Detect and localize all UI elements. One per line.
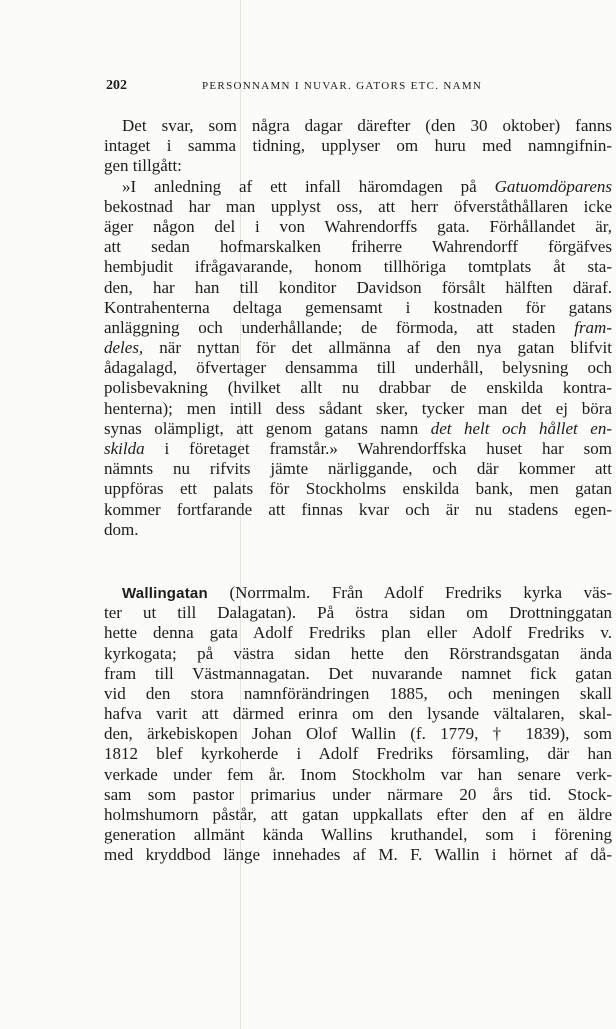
text-line: att sedan hofmarskalken friherre Wahrendorff förgäfves	[104, 237, 612, 257]
text-line: Det svar, som några dagar därefter (den 30 oktober) fanns	[122, 116, 612, 135]
paragraph-gap	[104, 540, 612, 583]
text-line: med kryddbod länge innehades af M. F. Wallin i hörnet af då-	[104, 845, 612, 865]
text-line: sam som pastor primarius under närmare 20 års tid. Stock-	[104, 784, 612, 804]
text-line	[104, 177, 612, 197]
text-line: Kontrahenterna deltaga gemensamt i kostnaden för gatans	[104, 297, 612, 317]
italic-text: fram-	[574, 317, 612, 337]
text-line: 1812 blef kyrkoherde i Adolf Fredriks församling, där han	[104, 744, 612, 764]
text-line: verkade under fem år. Inom Stockholm var han senare verk-	[104, 764, 612, 784]
text-line: den, har han till konditor Davidson försålt hälften däraf.	[104, 277, 612, 297]
text-line	[104, 439, 612, 459]
text-line: gen tillgått:	[104, 156, 182, 176]
text-span: när nyttan för det allmänna af den nya gatan blifvit	[143, 338, 612, 358]
text-line: nämnts nu rifvits jämte närliggande, och där kommer att	[104, 459, 612, 479]
text-line: ter ut till Dalagatan). På östra sidan om Drottninggatan	[104, 603, 612, 623]
text-line	[104, 318, 612, 338]
text-line: hafva varit att därmed erinra om den lysande vältalaren, skal-	[104, 704, 612, 724]
text-line: intaget i samma tidning, upplyser om huru med namngifnin-	[104, 136, 612, 156]
entry-title: Wallingatan	[122, 584, 208, 602]
text-line: den, ärkebiskopen Johan Olof Wallin (f. 1779, † 1839), som	[104, 724, 612, 744]
text-line: kommer fortfarande att finnas kvar och är nu stadens egen-	[104, 499, 612, 519]
text-line: hembjudit ifrågavarande, honom tillhöriga tomtplats åt sta-	[104, 257, 612, 277]
running-head: PERSONNAMN I NUVAR. GATORS ETC. NAMN	[202, 80, 483, 92]
text-line: generation allmänt kända Wallins kruthandel, som i förening	[104, 825, 612, 845]
text-span: i företaget framstår.» Wahrendorffska huset har som	[144, 439, 612, 458]
italic-text: Gatuomdöparens	[494, 176, 612, 196]
text-span: »I anledning af ett infall häromdagen på	[122, 176, 495, 196]
text-span: synas olämpligt, att genom gatans namn	[104, 418, 431, 438]
text-line: uppföras ett palats för Stockholms enskilda bank, men gatan	[104, 479, 612, 499]
text-line: kyrkogata; på västra sidan hette den Rörstrandsgatan ända	[104, 643, 612, 663]
text-line: äger någon del i von Wahrendorffs gata. Förhållandet är,	[104, 216, 612, 236]
text-line: bekostnad har man upplyst oss, att herr öfverståthållaren icke	[104, 196, 612, 216]
text-line: holmshumorn påstår, att gatan uppkallats efter den af en äldre	[104, 805, 612, 824]
text-span: anläggning och underhållande; de förmoda, att staden	[104, 317, 575, 337]
entry-first-line	[104, 583, 612, 603]
italic-text: deles,	[104, 338, 144, 358]
text-line: vid den stora namnförändringen 1885, och meningen skall	[104, 683, 612, 703]
italic-text: det helt och hållet en-	[430, 418, 612, 438]
page-number: 202	[106, 78, 127, 93]
text-line: ådagalagd, öfvertager densamma till underhåll, belysning och	[104, 358, 612, 378]
text-line: hette denna gata Adolf Fredriks plan eller Adolf Fredriks v.	[104, 623, 612, 643]
text-line: dom.	[104, 519, 139, 539]
text-line: fram till Västmannagatan. Det nuvarande namnet fick gatan	[104, 663, 612, 683]
body-text	[104, 116, 612, 866]
text-line: henterna); men intill dess sådant sker, tycker man det ej böra	[104, 398, 612, 418]
text-line	[104, 419, 612, 439]
text-line	[104, 338, 612, 358]
text-line: polisbevakning (hvilket allt nu drabbar de enskilda kontra-	[104, 378, 612, 398]
text-span: (Norrmalm. Från Adolf Fredriks kyrka väs-	[207, 582, 612, 602]
italic-text: skilda	[104, 439, 145, 458]
